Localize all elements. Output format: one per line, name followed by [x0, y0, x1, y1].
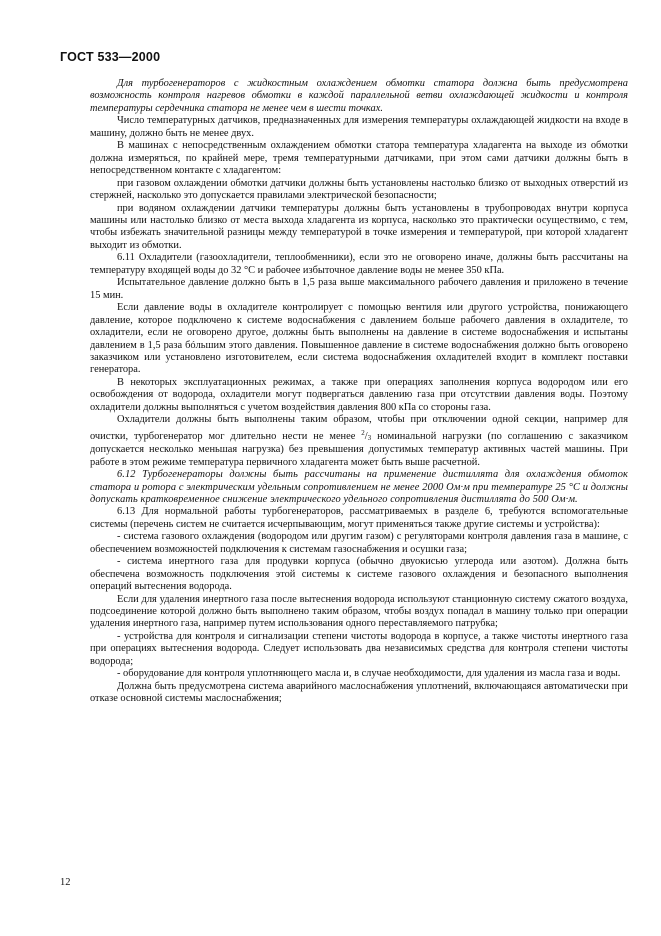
paragraph-compressed-air: Если для удаления инертного газа после вытеснения водорода используют станционную систему сжатого воздуха, подсоединение которой должно быть выполнено таким образом, чтобы воздух попадал в машину только при операции удаления инертного газа, например путем использования одного переставляемого патрубка; [90, 593, 628, 630]
paragraph-6-12-distillate: 6.12 Турбогенераторы должны быть рассчитаны на применение дистиллята для охлаждения обмоток статора и ротора с электрическим удельным сопротивлением не менее 2000 Ом·м при температуре 25 °С и должны допускать кратковременное снижение электрического удельного сопротивления дистиллята до 500 Ом·м. [90, 469, 628, 505]
page-body [90, 78, 628, 706]
paragraph-water-pressure-control: Если давление воды в охладителе контролирует с помощью вентиля или другого устройства, понижающего давление, которое подключено к системе водоснабжения с давлением больше рабочего давления в охладителе, то охладители, если не оговорено другое, должны быть выполнены на давление в системе водоснабжения и испытаны давлением в 1,5 раза бóльшим этого давления. Повышенное давление в системе водоснабжения должно быть оговорено заказчиком или установлено изготовителем, если система водоснабжения охладителей входит в комплект поставки генератора. [90, 302, 628, 376]
paragraph-6-11-coolers: 6.11 Охладители (газоохладители, теплообменники), если это не оговорено иначе, должны быть рассчитаны на температуру входящей воды до 32 °С и рабочее избыточное давление воды не менее 350 кПа. [90, 252, 628, 276]
list-item-gas-cooling-system: - система газового охлаждения (водородом или другим газом) с регуляторами контроля давления газа в машине, с обеспечением возможностей подключения к системам газоснабжения и осушки газа; [90, 531, 628, 555]
list-item-hydrogen-purity-control: - устройства для контроля и сигнализации степени чистоты водорода в корпусе, а также чистоты инертного газа при операциях вытеснения водорода. Следует использовать два независимых средства для контроля степени чистоты водорода; [90, 630, 628, 667]
paragraph-section-disconnect-after: номинальной нагрузки (по соглашению с заказчиком допускается несколько меньшая нагрузка) без превышения допустимых температур активных частей машины. При работе в этом режиме температура первичного хладагента может быть выше расчетной. [90, 430, 628, 468]
list-item-seal-oil-control: - оборудование для контроля уплотняющего масла и, в случае необходимости, для удаления из масла газа и воды. [117, 668, 621, 680]
page-number: 12 [60, 877, 71, 888]
paragraph-section-disconnect: Охладители должны быть выполнены таким образом, чтобы при отключении одной секции, например для очистки, турбогенератор мог длительно нести не менее $^2/_3$ номинальной нагрузки (по соглашению с заказчиком допускается несколько меньшая нагрузка) без превышения допустимых температур активных частей машины. При работе в этом режиме температура первичного хладагента может быть выше расчетной. [90, 414, 628, 468]
paragraph-direct-cooling-sensors: В машинах с непосредственным охлаждением обмотки статора температура хладагента на выходе из обмотки должна измеряться, по крайней мере, тремя температурными датчиками, при этом сами датчики должны быть в непосредственном контакте с хладагентом: [90, 140, 628, 177]
paragraph-liquid-cooling-monitoring: Для турбогенераторов с жидкостным охлаждением обмотки статора должна быть предусмотрена возможность контроля нагревов обмотки в каждой параллельной ветви охлаждающей жидкости и контроля температуры сердечника статора не менее чем в шести точках. [90, 78, 628, 114]
list-item-inert-gas-system: - система инертного газа для продувки корпуса (обычно двуокисью углерода или азотом). Должна быть обеспечена возможность подключения этой системы к системе газового охлаждения и безопасного выполнения операций вытеснения водорода. [90, 556, 628, 593]
paragraph-emergency-oil-supply: Должна быть предусмотрена система аварийного маслоснабжения уплотнений, включающаяся автоматически при отказе основной системы маслоснабжения; [90, 680, 628, 705]
document-header: ГОСТ 533—2000 [60, 50, 161, 64]
paragraph-sensor-count: Число температурных датчиков, предназначенных для измерения температуры охлаждающей жидкости на входе в машину, должно быть не менее двух. [90, 115, 628, 139]
fraction-denominator: 3 [367, 433, 372, 442]
paragraph-gas-cooling-sensors: при газовом охлаждении обмотки датчики должны быть установлены настолько близко от выходных отверстий из стержней, насколько это допускается правилами электрической безопасности; [90, 177, 628, 202]
paragraph-section-disconnect-before: Охладители должны быть выполнены таким образом, чтобы при отключении одной секции, например для очистки, турбогенератор мог длительно нести не менее [90, 414, 628, 442]
fraction-numerator: 2 [361, 428, 365, 437]
paragraph-6-13-auxiliary-systems: 6.13 Для нормальной работы турбогенераторов, рассматриваемых в разделе 6, требуются вспомогательные системы (перечень систем не считается исчерпывающим, могут применяться также другие системы и устройства): [90, 506, 628, 530]
paragraph-water-cooling-sensors: при водяном охлаждении датчики температуры должны быть установлены в трубопроводах внутри корпуса машины или настолько близко от места выхода хладагента из корпуса, насколько это практически осуществимо, с тем, чтобы избежать значительной разницы между температурой в точке измерения и температурой, при которой хладагент выходит из обмотки. [90, 202, 628, 251]
paragraph-test-pressure: Испытательное давление должно быть в 1,5 раза выше максимального рабочего давления и приложено в течение 15 мин. [90, 277, 628, 301]
paragraph-gas-pressure-modes: В некоторых эксплуатационных режимах, а также при операциях заполнения корпуса водородом или его освобождения от водорода, охладители могут подвергаться давлению газа при отсутствии давления воды. Поэтому охладители должны выполняться с учетом воздействия давления 800 кПа со стороны газа. [90, 376, 628, 413]
